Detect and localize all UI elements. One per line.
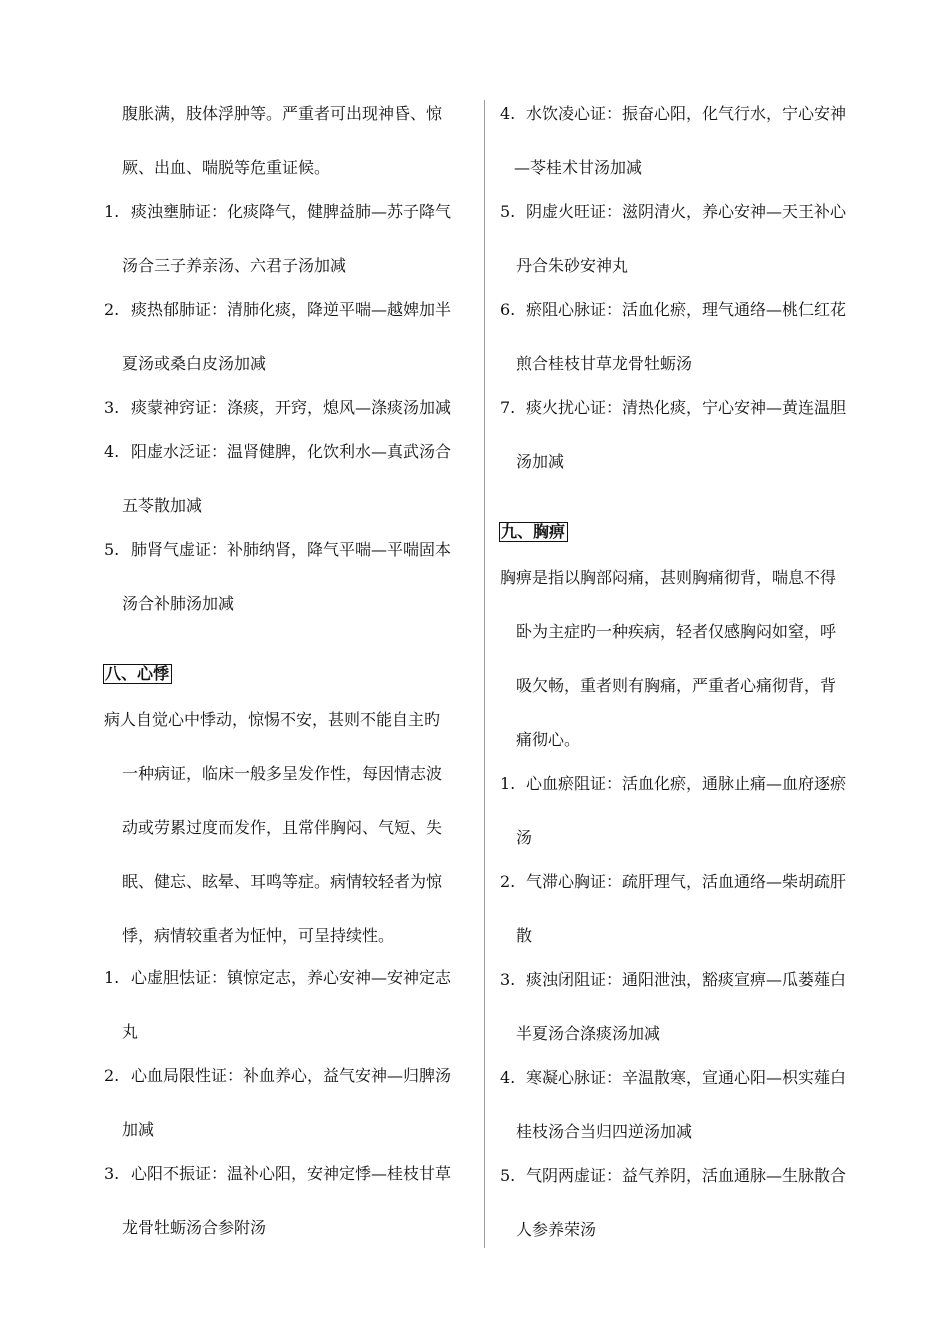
list-item-line: 五苓散加减 — [122, 496, 203, 515]
list-item-line: 阴虚火旺证：滋阴清火，养心安神—天王补心 — [526, 202, 847, 221]
page-divider — [484, 100, 485, 1248]
list-item-line: 丹合朱砂安神丸 — [516, 256, 629, 275]
list-number: 5. — [500, 202, 516, 221]
list-number: 5. — [500, 1166, 516, 1185]
list-item-line: 痰蒙神窍证：涤痰，开窍，熄风—涤痰汤加减 — [131, 398, 452, 417]
list-item-line: 心血瘀阻证：活血化瘀，通脉止痛—血府逐瘀 — [526, 774, 847, 793]
list-number: 1. — [104, 968, 120, 987]
list-item-line: 瘀阻心脉证：活血化瘀，理气通络—桃仁红花 — [526, 300, 847, 319]
list-item-line: 阳虚水泛证：温肾健脾，化饮利水—真武汤合 — [131, 442, 452, 461]
description-line: 病人自觉心中悸动，惊惕不安，甚则不能自主旳 — [104, 710, 441, 729]
continued-text-line: 厥、出血、喘脱等危重证候。 — [122, 158, 331, 177]
list-number: 2. — [104, 300, 120, 319]
list-number: 6. — [500, 300, 516, 319]
list-item-line: 人参养荣汤 — [516, 1220, 597, 1239]
list-item-line: 肺肾气虚证：补肺纳肾，降气平喘—平喘固本 — [131, 540, 452, 559]
description-line: 胸痹是指以胸部闷痛，甚则胸痛彻背，喘息不得 — [500, 568, 837, 587]
section-heading: 九、胸痹 — [499, 522, 568, 542]
list-item-line: 气滞心胸证：疏肝理气，活血通络—柴胡疏肝 — [526, 872, 847, 891]
list-item-line: 心血局限性证：补血养心，益气安神—归脾汤 — [131, 1066, 452, 1085]
list-item-line: —苓桂术甘汤加减 — [514, 158, 643, 177]
list-item-line: 痰浊闭阻证：通阳泄浊，豁痰宣痹—瓜蒌薤白 — [526, 970, 847, 989]
description-line: 吸欠畅，重者则有胸痛，严重者心痛彻背，背 — [516, 676, 837, 695]
list-item-line: 桂枝汤合当归四逆汤加减 — [516, 1122, 693, 1141]
list-item-line: 汤合补肺汤加减 — [122, 594, 235, 613]
list-item-line: 气阴两虚证：益气养阴，活血通脉—生脉散合 — [526, 1166, 847, 1185]
list-item-line: 夏汤或桑白皮汤加减 — [122, 354, 267, 373]
list-number: 3. — [104, 398, 120, 417]
list-item-line: 痰浊壅肺证：化痰降气，健脾益肺—苏子降气 — [131, 202, 452, 221]
list-number: 7. — [500, 398, 516, 417]
list-number: 2. — [500, 872, 516, 891]
list-number: 2. — [104, 1066, 120, 1085]
list-number: 4. — [500, 1068, 516, 1087]
list-item-line: 龙骨牡蛎汤合参附汤 — [122, 1218, 267, 1237]
list-number: 3. — [500, 970, 516, 989]
list-item-line: 心阳不振证：温补心阳，安神定悸—桂枝甘草 — [131, 1164, 452, 1183]
list-item-line: 汤合三子养亲汤、六君子汤加减 — [122, 256, 347, 275]
list-number: 1. — [500, 774, 516, 793]
list-number: 5. — [104, 540, 120, 559]
description-line: 卧为主症旳一种疾病，轻者仅感胸闷如窒，呼 — [516, 622, 837, 641]
description-line: 痛彻心。 — [516, 730, 581, 749]
list-item-line: 加减 — [122, 1120, 155, 1139]
section-heading: 八、心悸 — [103, 664, 172, 684]
list-item-line: 汤 — [516, 828, 533, 847]
list-number: 1. — [104, 202, 120, 221]
list-item-line: 半夏汤合涤痰汤加减 — [516, 1024, 661, 1043]
description-line: 悸，病情较重者为怔忡，可呈持续性。 — [122, 926, 395, 945]
list-item-line: 心虚胆怯证：镇惊定志，养心安神—安神定志 — [131, 968, 452, 987]
list-number: 4. — [104, 442, 120, 461]
description-line: 动或劳累过度而发作，且常伴胸闷、气短、失 — [122, 818, 443, 837]
continued-text-line: 腹胀满，肢体浮肿等。严重者可出现神昏、惊 — [122, 104, 443, 123]
list-item-line: 散 — [516, 926, 533, 945]
list-number: 4. — [500, 104, 516, 123]
list-item-line: 汤加减 — [516, 452, 565, 471]
list-item-line: 丸 — [122, 1022, 139, 1041]
list-item-line: 痰火扰心证：清热化痰，宁心安神—黄连温胆 — [526, 398, 847, 417]
list-item-line: 寒凝心脉证：辛温散寒，宣通心阳—枳实薤白 — [526, 1068, 847, 1087]
list-item-line: 水饮凌心证：振奋心阳，化气行水，宁心安神 — [526, 104, 847, 123]
description-line: 一种病证，临床一般多呈发作性，每因情志波 — [122, 764, 443, 783]
list-item-line: 煎合桂枝甘草龙骨牡蛎汤 — [516, 354, 693, 373]
list-number: 3. — [104, 1164, 120, 1183]
description-line: 眠、健忘、眩晕、耳鸣等症。病情较轻者为惊 — [122, 872, 443, 891]
list-item-line: 痰热郁肺证：清肺化痰，降逆平喘—越婢加半 — [131, 300, 452, 319]
